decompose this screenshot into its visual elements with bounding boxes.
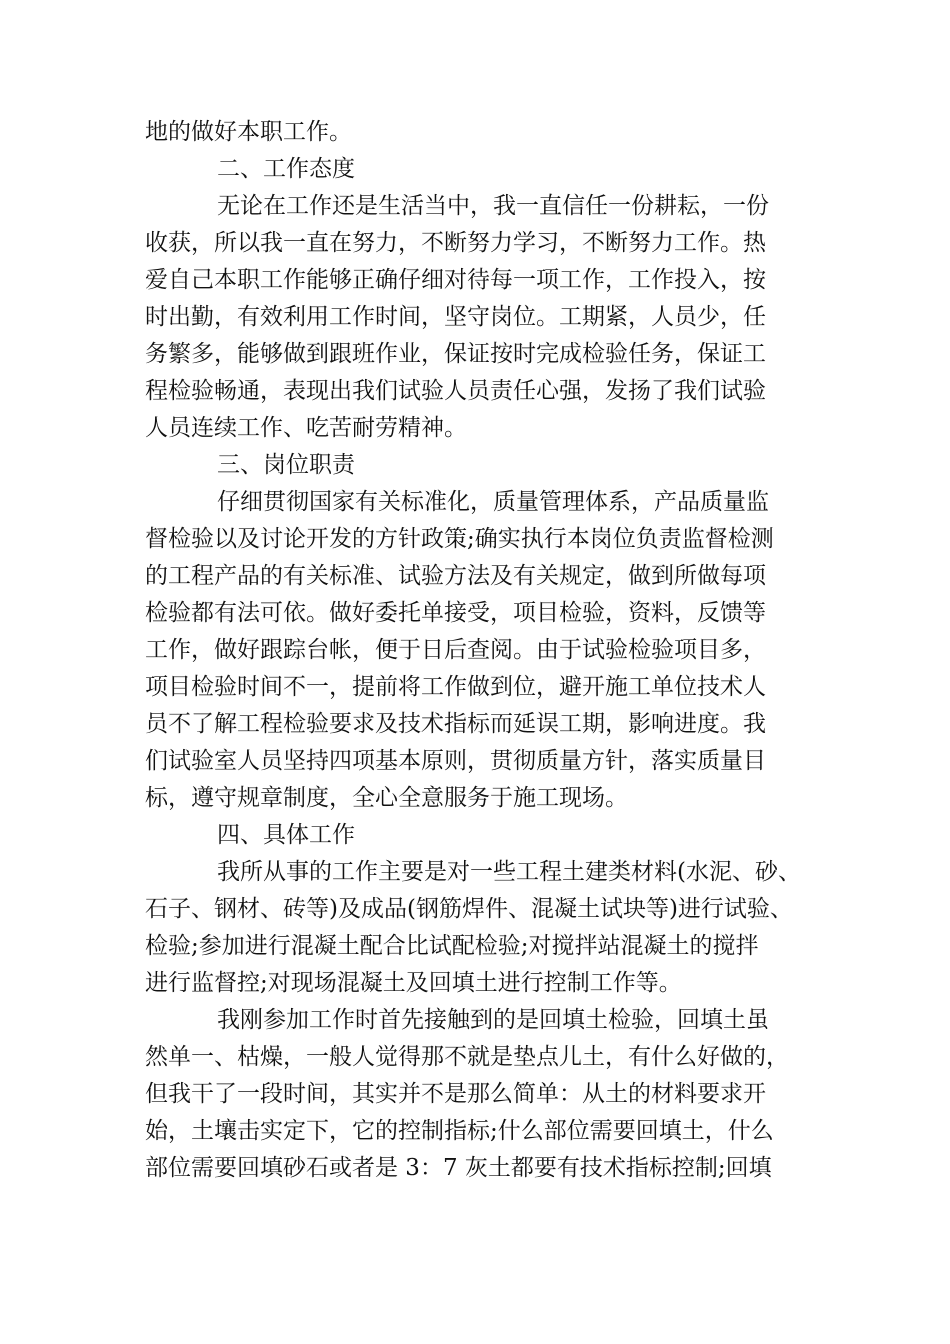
text-line: 检验都有法可依。做好委托单接受，项目检验，资料，反馈等 bbox=[145, 600, 766, 626]
text-line: 程检验畅通，表现出我们试验人员责任心强，发扬了我们试验 bbox=[145, 378, 766, 404]
text-line: 时出勤，有效利用工作时间，坚守岗位。工期紧，人员少，任 bbox=[145, 304, 766, 330]
text-line: 爱自己本职工作能够正确仔细对待每一项工作，工作投入，按 bbox=[145, 267, 766, 293]
text-line: 督检验以及讨论开发的方针政策;确实执行本岗位负责监督检测 bbox=[145, 526, 774, 552]
text-line: 三、岗位职责 bbox=[217, 452, 355, 478]
text-line: 我所从事的工作主要是对一些工程土建类材料(水泥、砂、 bbox=[217, 859, 801, 885]
text-line: 检验;参加进行混凝土配合比试配检验;对搅拌站混凝土的搅拌 bbox=[145, 933, 759, 959]
text-line: 四、具体工作 bbox=[217, 822, 355, 848]
text-line: 我刚参加工作时首先接触到的是回填土检验，回填土虽 bbox=[217, 1007, 769, 1033]
text-line: 石子、钢材、砖等)及成品(钢筋焊件、混凝土试块等)进行试验、 bbox=[145, 896, 793, 922]
text-line: 部位需要回填砂石或者是 3：7 灰土都要有技术指标控制;回填 bbox=[145, 1155, 772, 1181]
text-line: 务繁多，能够做到跟班作业，保证按时完成检验任务，保证工 bbox=[145, 341, 766, 367]
text-line: 二、工作态度 bbox=[217, 156, 355, 182]
text-line: 们试验室人员坚持四项基本原则，贯彻质量方针，落实质量目 bbox=[145, 748, 766, 774]
text-line: 项目检验时间不一，提前将工作做到位，避开施工单位技术人 bbox=[145, 674, 766, 700]
text-line: 收获，所以我一直在努力，不断努力学习，不断努力工作。热 bbox=[145, 230, 766, 256]
text-line: 员不了解工程检验要求及技术指标而延误工期，影响进度。我 bbox=[145, 711, 766, 737]
text-line: 地的做好本职工作。 bbox=[145, 119, 352, 145]
text-line: 然单一、枯燥，一般人觉得那不就是垫点儿土，有什么好做的， bbox=[145, 1044, 789, 1070]
text-line: 人员连续工作、吃苦耐劳精神。 bbox=[145, 415, 467, 441]
text-line: 始，土壤击实定下，它的控制指标;什么部位需要回填土，什么 bbox=[145, 1118, 774, 1144]
text-line: 标，遵守规章制度，全心全意服务于施工现场。 bbox=[145, 785, 628, 811]
text-line: 但我干了一段时间，其实并不是那么简单：从土的材料要求开 bbox=[145, 1081, 766, 1107]
text-line: 仔细贯彻国家有关标准化，质量管理体系，产品质量监 bbox=[217, 489, 769, 515]
document-body bbox=[145, 114, 825, 1187]
text-line: 的工程产品的有关标准、试验方法及有关规定，做到所做每项 bbox=[145, 563, 766, 589]
text-line: 工作，做好跟踪台帐，便于日后查阅。由于试验检验项目多， bbox=[145, 637, 766, 663]
text-line: 进行监督控;对现场混凝土及回填土进行控制工作等。 bbox=[145, 970, 682, 996]
text-line: 无论在工作还是生活当中，我一直信任一份耕耘，一份 bbox=[217, 193, 769, 219]
